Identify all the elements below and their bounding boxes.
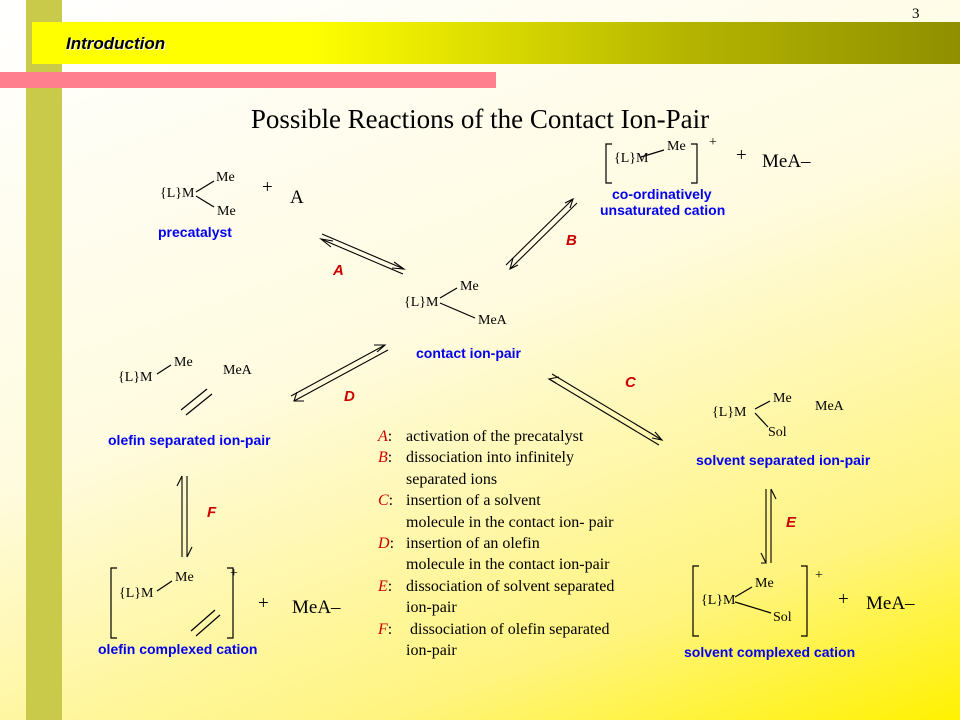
contact-bond-me [440, 288, 457, 298]
olefin-cplx-counterion: MeA– [292, 597, 341, 618]
precatalyst-me-upper: Me [216, 170, 235, 185]
solvent-cplx-me: Me [755, 576, 774, 591]
legend-text-B-cont: separated ions [406, 470, 498, 488]
olefin-separated-label: olefin separated ion-pair [108, 432, 271, 448]
reaction-label-C: C [625, 374, 636, 391]
contact-mea: MeA [478, 313, 507, 328]
solvent-sep-bond-me [755, 401, 770, 409]
solvent-cplx-bracket-right [801, 566, 807, 636]
cation-bracket-right [691, 144, 697, 183]
reaction-label-F: F [207, 504, 217, 521]
cation-plus: + [736, 145, 747, 166]
precatalyst-label: precatalyst [158, 224, 232, 240]
precatalyst-me-lower: Me [217, 204, 236, 219]
legend-key-F: F [378, 620, 388, 638]
legend-text-F: dissociation of olefin separated [406, 620, 610, 638]
cation-me: Me [667, 139, 686, 154]
olefin-cplx-double-bond-2 [196, 615, 220, 636]
solvent-cplx-plus: + [838, 589, 849, 610]
olefin-complexed-label: olefin complexed cation [98, 641, 258, 657]
legend-sep: : [389, 535, 395, 553]
legend-sep: : [387, 449, 393, 467]
legend-key-B: B [378, 449, 388, 467]
olefin-cplx-plus: + [258, 593, 269, 614]
arrow-D-forward [291, 345, 385, 396]
precatalyst-bond-me-lower [196, 196, 214, 207]
legend-item-A [378, 426, 614, 447]
olefin-sep-double-bond-2 [186, 394, 212, 415]
legend-text-C-cont: molecule in the contact ion- pair [406, 513, 614, 531]
section-label: Introduction [66, 34, 166, 53]
legend-key-A: A [378, 428, 388, 445]
solvent-cplx-counterion: MeA– [866, 593, 915, 614]
solvent-separated-label: solvent separated ion-pair [696, 452, 871, 468]
legend-text-F-cont: ion-pair [406, 642, 457, 660]
reaction-legend [378, 426, 614, 661]
legend-item-C [378, 490, 614, 511]
legend-item-D [378, 533, 614, 554]
legend-item-F [378, 619, 614, 640]
olefin-cplx-double-bond-1 [191, 610, 215, 631]
olefin-cplx-me: Me [175, 570, 194, 585]
reaction-label-B: B [566, 232, 577, 249]
arrow-B-forward [506, 199, 573, 265]
slide-title: Possible Reactions of the Contact Ion-Pair [250, 104, 710, 134]
legend-text-D-cont: molecule in the contact ion-pair [406, 556, 610, 574]
precatalyst-metal: {L}M [160, 186, 195, 201]
solvent-cplx-charge: + [815, 568, 823, 583]
cation-label-line2: unsaturated cation [600, 202, 726, 218]
cation-label-line1: co-ordinatively [612, 186, 712, 202]
legend-key-C: C [378, 492, 389, 510]
cation-metal: {L}M [614, 151, 649, 166]
precatalyst-plus: + [262, 177, 273, 198]
olefin-cplx-bond-me [157, 581, 172, 591]
olefin-sep-mea: MeA [223, 363, 252, 378]
cation-charge: + [709, 135, 717, 150]
contact-me: Me [460, 279, 479, 294]
olefin-sep-me: Me [174, 355, 193, 370]
precatalyst-activator: A [290, 187, 304, 208]
legend-sep: : [388, 492, 394, 510]
legend-text-D: insertion of an olefin [406, 535, 540, 553]
olefin-sep-bond-me [157, 365, 171, 374]
page-number: 3 [912, 6, 920, 22]
legend-key-D: D [378, 535, 390, 553]
olefin-sep-double-bond-1 [181, 389, 207, 410]
contact-metal: {L}M [404, 295, 439, 310]
legend-item-E [378, 576, 614, 597]
solvent-cplx-bond-me [735, 587, 752, 597]
legend-item-B [378, 447, 614, 468]
legend-text-E: dissociation of solvent separated [406, 577, 615, 595]
precatalyst-bond-me-upper [196, 181, 214, 192]
olefin-cplx-charge: + [230, 566, 238, 581]
contact-ion-pair-label: contact ion-pair [416, 345, 522, 361]
legend-text-B: dissociation into infinitely [406, 449, 574, 467]
solvent-cplx-bracket-left [693, 566, 699, 636]
legend-text-E-cont: ion-pair [406, 599, 457, 617]
legend-key-E: E [378, 577, 388, 595]
olefin-cplx-metal: {L}M [119, 586, 154, 601]
legend-sep: : [387, 428, 393, 445]
solvent-sep-sol: Sol [768, 425, 787, 440]
reaction-label-E: E [786, 514, 797, 531]
cation-bracket-left [606, 144, 612, 183]
solvent-complexed-label: solvent complexed cation [684, 644, 856, 660]
legend-text-C: insertion of a solvent [406, 492, 541, 510]
contact-bond-mea [440, 303, 475, 318]
legend-sep: : [387, 577, 393, 595]
reaction-label-A: A [333, 262, 344, 279]
solvent-sep-metal: {L}M [712, 405, 747, 420]
legend-text-A: activation of the precatalyst [406, 428, 584, 445]
solvent-cplx-metal: {L}M [701, 593, 736, 608]
solvent-sep-mea: MeA [815, 399, 844, 414]
solvent-cplx-bond-sol [735, 602, 771, 613]
solvent-sep-bond-sol [755, 413, 768, 427]
cation-counterion: MeA– [762, 151, 811, 172]
olefin-cplx-bracket-left [111, 568, 117, 638]
solvent-cplx-sol: Sol [773, 610, 792, 625]
olefin-sep-metal: {L}M [118, 370, 153, 385]
solvent-sep-me: Me [773, 391, 792, 406]
legend-sep: : [387, 620, 393, 638]
reaction-label-D: D [344, 388, 355, 405]
